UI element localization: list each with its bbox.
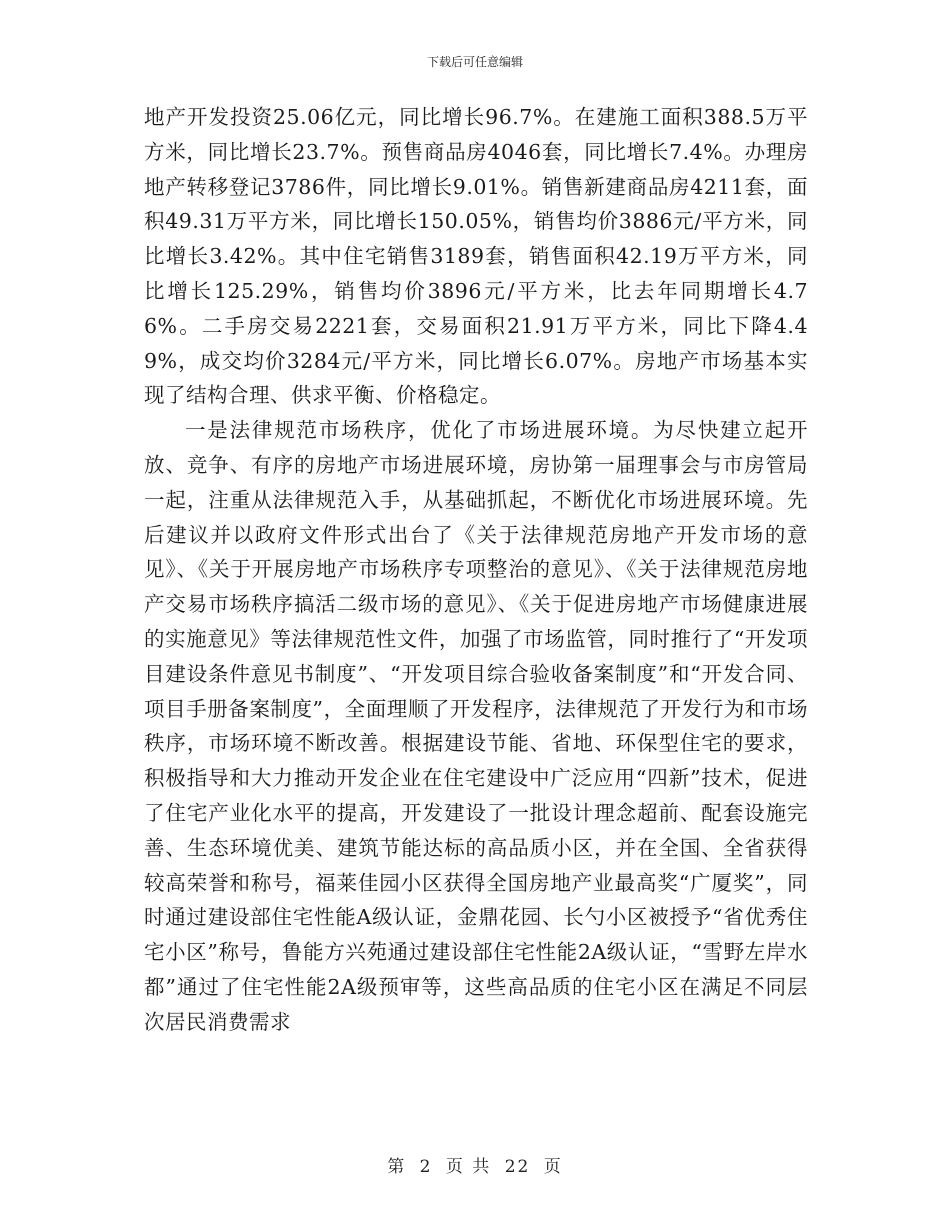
page-total: 22 xyxy=(504,1157,531,1177)
page-suffix: 页 xyxy=(543,1157,563,1177)
page-current: 2 xyxy=(419,1157,433,1177)
page-prefix: 第 xyxy=(387,1157,407,1177)
document-body xyxy=(144,100,808,1040)
page-number xyxy=(0,1156,950,1178)
paragraph-statistics: 地产开发投资25.06亿元，同比增长96.7%。在建施工面积388.5万平方米，同比增长23.7%。预售商品房4046套，同比增长7.4%。办理房地产转移登记3786件，同比增长9.01%。销售新建商品房4211套，面积49.31万平方米，同比增长150.05%，销售均价3886元/平方米，同比增长3.42%。其中住宅销售3189套，销售面积42.19万平方米，同比增长125.29%，销售均价3896元/平方米，比去年同期增长4.76%。二手房交易2221套，交易面积21.91万平方米，同比下降4.49%，成交均价3284元/平方米，同比增长6.07%。房地产市场基本实现了结构合理、供求平衡、价格稳定。 xyxy=(144,105,808,408)
paragraph-market-order: 一是法律规范市场秩序，优化了市场进展环境。为尽快建立起开放、竞争、有序的房地产市场进展环境，房协第一届理事会与市房管局一起，注重从法律规范入手，从基础抓起，不断优化市场进展环境。先后建议并以政府文件形式出台了《关于法律规范房地产开发市场的意见》、《关于开展房地产市场秩序专项整治的意见》、《关于法律规范房地产交易市场秩序搞活二级市场的意见》、《关于促进房地产市场健康进展的实施意见》等法律规范性文件，加强了市场监管，同时推行了“开发项目建设条件意见书制度”、“开发项目综合验收备案制度”和“开发合同、项目手册备案制度”，全面理顺了开发程序，法律规范了开发行为和市场秩序，市场环境不断改善。根据建设节能、省地、环保型住宅的要求，积极指导和大力推动开发企业在住宅建设中广泛应用“四新”技术，促进了住宅产业化水平的提高，开发建设了一批设计理念超前、配套设施完善、生态环境优美、建筑节能达标的高品质小区，并在全国、全省获得较高荣誉和称号，福莱佳园小区获得全国房地产业最高奖“广厦奖”，同时通过建设部住宅性能A级认证，金鼎花园、长勺小区被授予“省优秀住宅小区”称号，鲁能方兴苑通过建设部住宅性能2A级认证，“雪野左岸水都”通过了住宅性能2A级预审等，这些高品质的住宅小区在满足不同层次居民消费需求 xyxy=(144,418,808,1034)
page-middle: 页 共 xyxy=(445,1157,492,1177)
header-note: 下载后可任意编辑 xyxy=(426,55,523,69)
